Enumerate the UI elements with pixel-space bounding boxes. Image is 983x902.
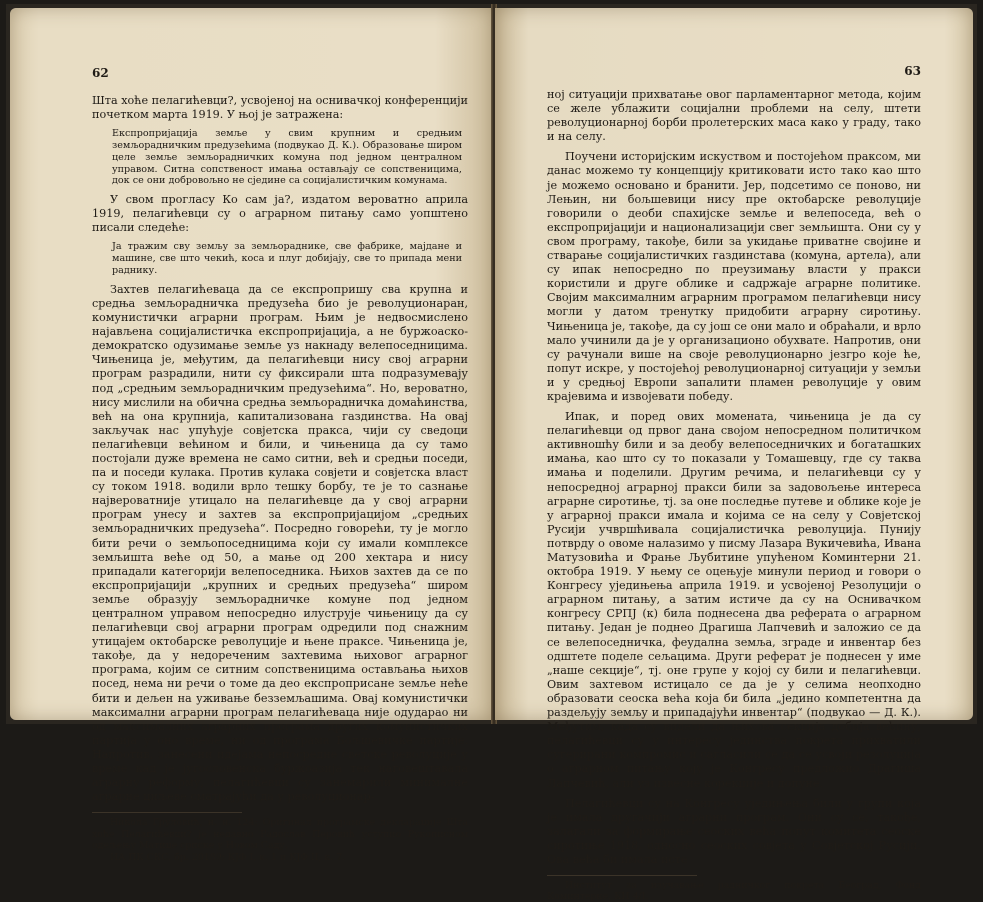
paragraph: Шта хоће пелагићевци?, усвојеној на оснивачкој конференцији почетком марта 1919. У њој је затражена: xyxy=(92,94,468,122)
footnote: Институт за изучавање радничког покрета Београд, Фонд Коминтерне, КИ 4/I. xyxy=(547,880,921,902)
block-quote: Експропријација земље у свим крупним и средњим земљорадничким предузећима (подвукао Д. К.). Образовање широм целе земље земљорадничких комуна под једном централном управом. Ситна сопственост имања остављају се сопственицима, док се они добровољно не сједине са социјалистичким комунама. xyxy=(112,128,462,187)
page-number: 62 xyxy=(92,66,109,80)
left-page xyxy=(10,8,493,863)
right-page xyxy=(495,8,973,902)
paragraph: Поучени историјским искуством и постојећом праксом, ми данас можемо ту концепцију критиковати исто тако као што је можемо основано и бранити. Јер, подсетимо се поново, ни Лењин, ни бољшевици нису пре октобарске револуције говорили о деоби спахијске земље и велепоседа, већ о експропријацији и национализацији свег земљишта. Они су у свом програму, такође, били за укидање приватне својине и стварање социјалистичких газдинстава (комуна, артела), али су ипак непосредно по преузимању власти у пракси користили и друге облике и садржаје аграрне политике. Својим максималним аграрним програмом пелагићевци нису могли у датом тренутку придобити аграрну сиротињу. Чињеница је, такође, да су још се они мало и обраћали, и врло мало учинили да је у организационо обухвате. Напротив, они су рачунали више на своје револуционарно језгро које ће, попут искре, у постојећој револуционарној ситуацији у земљи и у средњој Европи запалити пламен револуције у овим крајевима и извојевати победу. xyxy=(547,150,921,403)
footnote-rule xyxy=(92,812,242,813)
page-number: 63 xyxy=(904,64,921,78)
paragraph: Захтев пелагићеваца да се експропришу сва крупна и средња земљорадничка предузећа био је револуционаран, комунистички аграрни програм. Њим је недвосмислено најављена социјалистичка експропријација, а не буржоаско-демократско одузимање земље уз накнаду велепоседницима. Чињеница је, међутим, да пелагићевци нису свој аграрни програм разрадили, нити су фиксирали шта подразумевају под „средњим земљорадничким предузећима“. Но, вероватно, нису мислили на обична средња земљорадничка домаћинства, већ на она крупнија, капитализована газдинства. На овај закључак нас упућује совјетска пракса, чији су сведоци пелагићевци већином и били, и чињеница да су тамо постојали дуже времена не само ситни, већ и средњи поседи, па и поседи кулака. Против кулака совјети и совјетска власт су током 1918. водили врло тешку борбу, те је то сазнање највероватније утицало на пелагићевце да у свој аграрни програм унесу и захтев за експропријацијом „средњих земљорадничких предузећа“. Посредно говорећи, ту је могло бити речи о земљопоседницима који су имали комплексе земљишта веће од 50, а мање од 200 хектара и нису припадали категорији велепоседника. Њихов захтев да се по експропријацији „крупних и средњих предузећа“ широм земље образују земљорадничке комуне под једном централном управом непосредно илуструје чињеницу да су пелагићевци свој аграрни програм одредили под снажним утицајем октобарске револуције и њене праксе. Чињеница је, такође, да у недореченим захтевима њиховог аграрног програма, којим се ситним сопственицима остављања њихов посед, нема ни речи о томе да део експроприсане земље неће бити и дељен на уживање безземљашима. Овај комунистички максимални аграрни програм пелагићеваца није одударао ни од максималних аграрних програма других комунистичких партија у оно време, ни од програма Бољшевичке партије. Напротив, занесени идејама непосредне светске револуције у време кад је југословенска буржоазија тек наговештавала аграрну реформу, пелагићевци су занемарили минималне аграрне циљеве сматрајући да у револуционар- xyxy=(92,282,468,804)
paragraph: ној ситуацији прихватање овог парламентарног метода, којим се желе ублажити социјални проблеми на селу, штети револуционарној борби пролетерских маса како у граду, тако и на селу. xyxy=(547,88,921,144)
paragraph: Ипак, и поред ових момената, чињеница је да су пелагићевци од првог дана својом непосредном политичком активношћу били и за деобу велепоседничких и богаташких имања, као што су то показали у Томашевцу, где су таква имања и поделили. Другим речима, и пелагићевци су у непосредној аграрној пракси били за задовољење интереса аграрне сиротиње, тј. за оне последње путеве и облике које је у аграрној пракси имала и којима се на селу у Совјетској Русији учвршћивала социјалистичка револуција. Пуниjу потврду о овоме налазимо у писму Лазара Вукичевића, Ивана Матузовића и Фрање Љубитине упућеном Коминтерни 21. октобра 1919. У њему се оцењује минули период и говори о Конгресу уједињења априла 1919. и усвојеној Резолуцији о аграрном питању, а затим истиче да су на Оснивачком конгресу СРПЈ (к) била поднесена два реферата о аграрном питању. Један је поднео Драгиша Лапчевић и заложио се да се велепоседничка, феудална земља, зграде и инвентар без одштете поделе сељацима. Други реферат је поднесен у име „наше секције“, тј. оне групе у којој су били и пелагићевци. Овим захтевом истицало се да је у селима неопходно образовати сеоска већа која би била „једино компетентна да раздељују земљу и припадајући инвентар“ (подвукао — Д. К.). Међутим, када су видели да њихова секција добија већину, пелагићевци су у интересу јединства покрета прихватили сугерирани компромис и сагласили се да се усвоји резолуција о аграрном питању коју је Конгресу предложио Драгиша Лапчевић, али уз извесне корекције и допуне. xyxy=(547,410,921,790)
footnote-rule xyxy=(547,875,697,876)
right-text-column xyxy=(547,88,921,902)
footnote: Никола Груловић, н. н. 124; Оригинал програмске декларације Шта хоће Пелагићевци? је недавно Радослав Перовић уступио Рукописном одељењу Матице српске у Новом Саду. xyxy=(92,817,468,851)
book-spread xyxy=(6,4,977,902)
paragraph: Пелагићевци су на Конгресу уједињења били у групи која је имала другачији аграрни програм. Они су се, такође, залагали за формирање сеоских већа попут комитета сеоске сиротиње 1918, односно сеоских совјета у Совјетској Русији. Ова већа би имала исте xyxy=(547,796,921,866)
left-text-column xyxy=(92,94,468,863)
paragraph: У свом прогласу Ко сам ја?, издатом вероватно априла 1919, пелагићевци су о аграрном питању само уопштено писали следеће: xyxy=(92,193,468,235)
footnote: ИА ПК СКС, бр. 20189; КЈФ I, к. 1 и КЈФ II, к. 7. xyxy=(110,851,346,863)
block-quote: Ја тражим сву земљу за земљораднике, све фабрике, мајдане и машине, све што чекић, коса и плуг добијају, све то припада мени раднику. xyxy=(112,241,462,277)
